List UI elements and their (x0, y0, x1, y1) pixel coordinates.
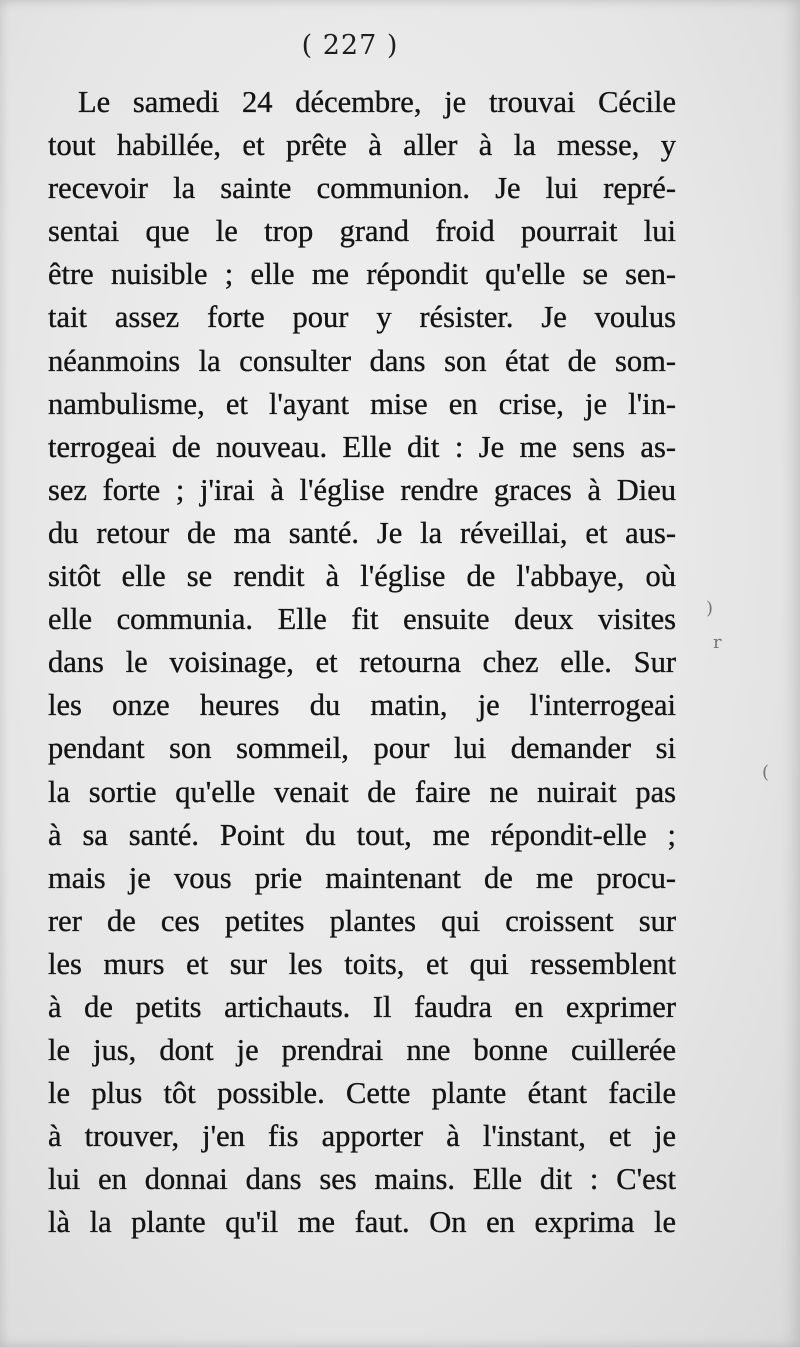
text-line: sitôt elle se rendit à l'église de l'abbaye, où (48, 559, 676, 594)
text-line: le plus tôt possible. Cette plante étant facile (48, 1076, 676, 1111)
text-line: elle communia. Elle fit ensuite deux visites (48, 602, 676, 637)
paper-mark: r (713, 632, 722, 653)
text-line: néanmoins la consulter dans son état de som- (48, 343, 676, 378)
text-line: sez forte ; j'irai à l'église rendre graces à Dieu (48, 472, 676, 507)
text-line: du retour de ma santé. Je la réveillai, et aus- (48, 515, 676, 550)
text-line: nambulisme, et l'ayant mise en crise, je l'in- (48, 386, 676, 421)
text-line: là la plante qu'il me faut. On en exprima le (48, 1205, 676, 1240)
text-line: à trouver, j'en fis apporter à l'instant, et je (48, 1119, 676, 1154)
text-line: pendant son sommeil, pour lui demander si (48, 731, 676, 766)
text-line: la sortie qu'elle venait de faire ne nuirait pas (48, 774, 676, 809)
text-line: les murs et sur les toits, et qui ressemblent (48, 946, 676, 981)
text-line: rer de ces petites plantes qui croissent sur (48, 903, 676, 938)
paper-mark: ( (762, 762, 770, 783)
text-line: le jus, dont je prendrai nne bonne cuillerée (48, 1033, 676, 1068)
body-text (48, 81, 676, 1245)
text-line: dans le voisinage, et retourna chez elle. Sur (48, 645, 676, 680)
text-line: Le samedi 24 décembre, je trouvai Cécile (78, 85, 676, 119)
text-line: tout habillée, et prête à aller à la messe, y (48, 128, 676, 163)
text-line: terrogeai de nouveau. Elle dit : Je me sens as- (48, 429, 676, 464)
text-line: mais je vous prie maintenant de me procu- (48, 860, 676, 895)
text-line: les onze heures du matin, je l'interrogeai (48, 688, 676, 723)
text-line: tait assez forte pour y résister. Je voulus (48, 300, 676, 335)
text-line: lui en donnai dans ses mains. Elle dit : C'est (48, 1162, 676, 1197)
text-line: à de petits artichauts. Il faudra en exprimer (48, 989, 676, 1024)
text-line: à sa santé. Point du tout, me répondit-elle ; (48, 817, 676, 852)
page-number: ( 227 ) (301, 30, 399, 61)
text-line: recevoir la sainte communion. Je lui repré- (48, 171, 676, 206)
text-line: sentai que le trop grand froid pourrait lui (48, 214, 676, 249)
text-line: être nuisible ; elle me répondit qu'elle se sen- (48, 257, 676, 292)
paper-mark: ) (706, 598, 714, 619)
